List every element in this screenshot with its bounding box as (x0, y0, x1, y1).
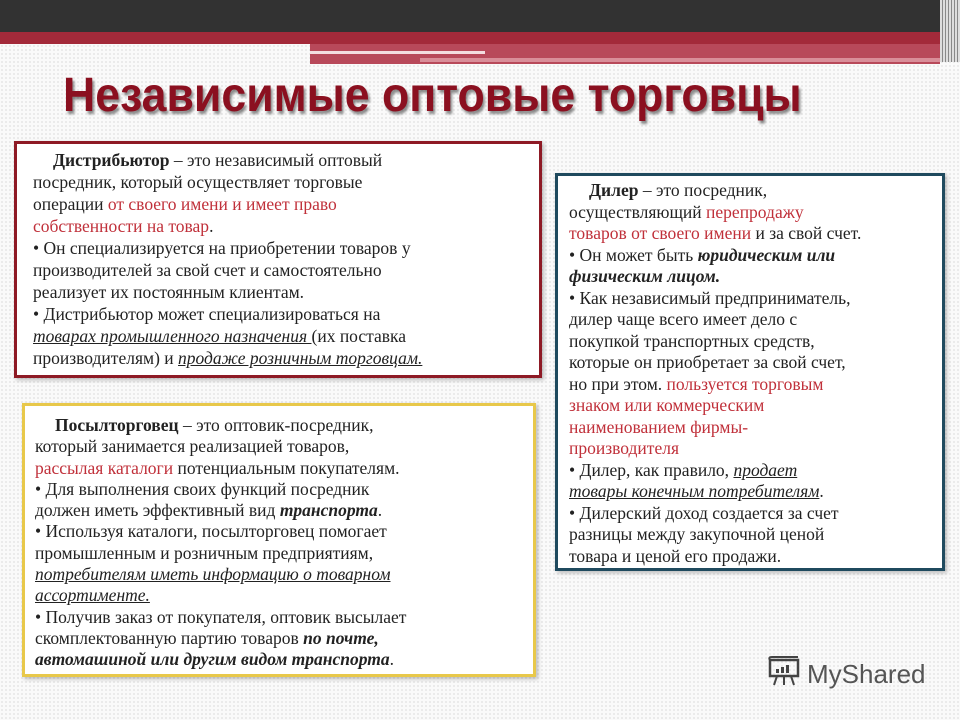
text-segment: физическим лицом. (569, 266, 721, 286)
text-line (569, 481, 942, 503)
text-line (569, 309, 942, 331)
text-line (569, 417, 942, 439)
header-accent-line (310, 51, 485, 54)
text-line (35, 585, 533, 606)
text-line (33, 171, 539, 193)
text-segment: (их поставка (311, 326, 407, 346)
text-segment: промышленным и розничным предприятиям, (35, 542, 374, 563)
text-segment: • Дилерский доход создается за счет (569, 502, 839, 523)
text-segment: производителям) и (33, 348, 179, 368)
text-segment: . (209, 216, 214, 236)
text-segment: • Он специализируется на приобретении товаров у (33, 238, 411, 258)
highlighted-text: пользуется торговым (666, 373, 824, 394)
text-line (33, 215, 539, 237)
text-segment: разницы между закупочной ценой (569, 524, 825, 544)
text-segment: которые он приобретает за свой счет, (569, 352, 846, 372)
text-segment: скомплектованную партию товаров (35, 627, 304, 648)
highlighted-text: от своего имени и имеет право (107, 194, 337, 214)
text-line (35, 415, 533, 436)
text-segment: который занимается реализацией товаров, (35, 436, 350, 457)
highlighted-text: товаров от своего имени (569, 223, 752, 243)
text-line (33, 237, 539, 259)
text-segment: дилер чаще всего имеет дело с (569, 309, 798, 329)
text-segment: – это оптовик-посредник, (178, 415, 374, 435)
text-segment: • Как независимый предприниматель, (569, 287, 851, 308)
text-line (33, 149, 539, 171)
highlighted-text: перепродажу (706, 201, 804, 222)
highlighted-text: производителя (569, 438, 679, 458)
text-line (569, 438, 942, 460)
distributor-box (14, 141, 542, 378)
text-line (569, 546, 942, 568)
text-segment: – это независимый оптовый (169, 150, 383, 170)
text-segment: потребителям иметь информацию о товарном (35, 564, 391, 585)
text-segment: . (389, 649, 395, 670)
text-segment: • Дилер, как правило, (569, 459, 734, 480)
presentation-board-icon (767, 656, 801, 693)
text-line (569, 395, 942, 417)
text-segment: операции (33, 194, 108, 214)
header-accent-stripe (420, 58, 940, 62)
text-segment: автомашиной или другим видом транспорта (35, 649, 390, 670)
text-line (569, 223, 942, 245)
text-segment: . (377, 500, 383, 521)
text-segment: по почте, (303, 627, 379, 648)
text-line (569, 352, 942, 374)
text-line (35, 564, 533, 585)
highlighted-text: наименованием фирмы- (569, 416, 749, 437)
text-segment: продаже розничным торговцам. (178, 348, 423, 368)
highlighted-text: знаком или коммерческим (569, 395, 765, 415)
text-line (35, 607, 533, 628)
text-line (569, 503, 942, 525)
text-segment: • Дистрибьютор может специализироваться на (33, 304, 381, 324)
text-line (35, 521, 533, 542)
text-segment: товарах промышленного назначения (33, 326, 312, 346)
term-heading: Дистрибьютор (53, 150, 170, 170)
header-bar (0, 0, 960, 32)
dealer-box (555, 173, 945, 571)
term-heading: Посылторговец (55, 415, 179, 435)
text-segment: • Получив заказ от покупателя, оптовик высылает (35, 606, 407, 627)
text-segment: юридическим или (697, 244, 836, 265)
text-segment: товары конечным потребителям (569, 481, 820, 501)
highlighted-text: собственности на товар (33, 216, 210, 236)
text-line (569, 180, 942, 202)
text-line (35, 436, 533, 457)
text-segment: транспорта (279, 500, 378, 521)
text-segment: – это посредник, (638, 180, 768, 200)
text-segment: • Он может быть (569, 244, 698, 265)
text-line (35, 628, 533, 649)
text-segment: . (819, 481, 824, 501)
header-edge-decoration (940, 0, 960, 62)
text-line (35, 458, 533, 479)
text-line (33, 325, 539, 347)
myshared-logo[interactable] (767, 656, 926, 693)
text-line (33, 347, 539, 369)
text-segment: покупкой транспортных средств, (569, 330, 815, 351)
text-segment: но при этом. (569, 373, 667, 394)
text-line (569, 331, 942, 353)
text-segment: должен иметь эффективный вид (35, 500, 280, 521)
text-segment: • Используя каталоги, посылторговец помогает (35, 521, 387, 542)
text-line (33, 303, 539, 325)
text-line (569, 524, 942, 546)
text-line (33, 193, 539, 215)
text-line (33, 259, 539, 281)
text-segment: осуществляющий (569, 201, 707, 222)
header-accent-band (0, 32, 940, 44)
text-line (35, 649, 533, 670)
text-line (35, 500, 533, 521)
text-line (569, 202, 942, 224)
highlighted-text: рассылая каталоги (35, 457, 174, 478)
logo-text: MyShared (807, 659, 926, 689)
text-segment: потенциальным покупателям. (173, 457, 400, 478)
text-segment: товара и ценой его продажи. (569, 545, 782, 566)
text-segment: продает (733, 459, 798, 480)
text-segment: реализует их постоянным клиентам. (33, 282, 305, 302)
text-segment: производителей за свой счет и самостоятельно (33, 260, 382, 280)
slide-title: Независимые оптовые торговцы (63, 69, 802, 122)
text-segment: ассортименте. (35, 585, 150, 606)
term-heading: Дилер (589, 180, 639, 200)
text-line (33, 281, 539, 303)
text-line (569, 460, 942, 482)
text-line (35, 543, 533, 564)
text-segment: и за свой счет. (751, 223, 862, 243)
text-line (35, 479, 533, 500)
text-segment: посредник, который осуществляет торговые (33, 172, 363, 192)
text-line (569, 245, 942, 267)
text-line (569, 266, 942, 288)
mail-order-box (22, 403, 536, 677)
text-line (569, 288, 942, 310)
text-segment: • Для выполнения своих функций посредник (35, 478, 370, 499)
text-line (569, 374, 942, 396)
